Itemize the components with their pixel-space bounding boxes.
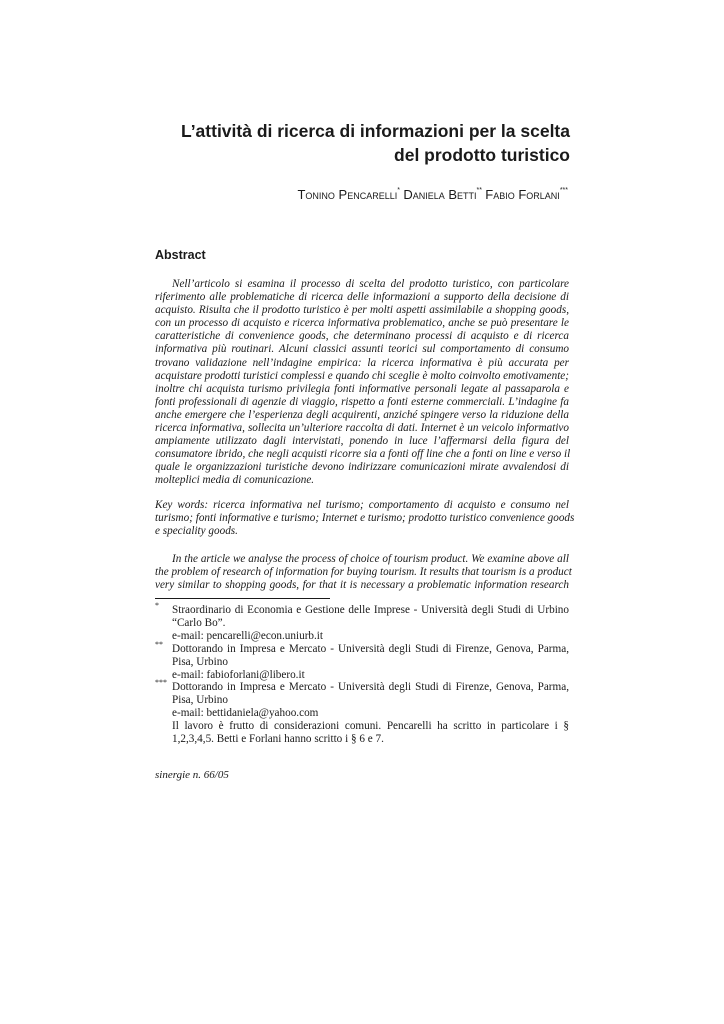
text-line: trovano validazione nell’indagine empirica: la ricerca informativa è più accurata per [155,356,569,369]
footnote-separator [155,598,330,599]
footnote-line: Il lavoro è frutto di considerazioni comuni. Pencarelli ha scritto in particolare i § [172,720,569,733]
footnote-line: e-mail: pencarelli@econ.uniurb.it [172,629,324,642]
text-line: ricerca informativa, sollecita un’ulteriore raccolta di dati. Internet è un veicolo informativo [155,422,569,435]
author-name: Tonino Pencarelli [297,187,398,202]
text-line: In the article we analyse the process of choice of tourism product. We examine above all [172,553,569,565]
footnote-line: “Carlo Bo”. [172,616,226,629]
footnote-marker: * [155,601,159,610]
text-line: inoltre chi acquista turismo privilegia fonti informative personali legate al passaparola e [155,382,569,395]
text-line: turismo; fonti informative e turismo; Internet e turismo; prodotto turistico convenience goods [155,512,575,525]
footnote [155,601,569,643]
text-line: very similar to shopping goods, for that it is necessary a problematic information research [155,579,569,592]
footnote-authorship-note [155,720,569,746]
abstract-english-paragraph [155,553,572,592]
footnote-line: e-mail: bettidaniela@yahoo.com [172,707,319,720]
text-line: the problem of research of information for buying tourism. It results that tourism is a product [155,566,572,579]
text-line: informativa più routinari. Alcuni classici assunti teorici sul comportamento di consumo [155,343,569,356]
text-line: acquisto. Risulta che il prodotto turistico è per molti aspetti assimilabile a shopping goods, [155,304,569,317]
text-line: fonti professionali di agenzie di viaggio, rispetto a fonti esterne commerciali. L’indagine fa [155,395,569,408]
footnote-line: Pisa, Urbino [172,694,228,707]
footnote-line: Dottorando in Impresa e Mercato - Università degli Studi di Firenze, Genova, Parma, [172,642,569,655]
title-line-2: del prodotto turistico [394,145,570,165]
author-footnote-mark: *** [559,187,568,194]
paper-title [150,119,570,167]
journal-reference: sinergie n. 66/05 [155,769,229,781]
author-footnote-mark: * [397,187,400,194]
footnotes [155,601,569,746]
text-line: molteplici media di comunicazione. [155,474,315,487]
footnote-line: Pisa, Urbino [172,655,228,668]
author-footnote-mark: ** [476,187,482,194]
text-line: con un processo di acquisto e ricerca informativa problematico, anche se può presentare le [155,317,569,330]
footnote-marker: ** [155,639,163,649]
text-line: consumatore ibrido, che negli acquisti ricorre sia a fonti off line che a fonti on line e verso il [155,448,571,461]
footnote [155,639,569,682]
footnote-marker: *** [155,678,167,688]
text-line: quale le organizzazioni turistiche devono indirizzare comunicazioni mirate avvalendosi di [155,461,569,474]
footnote-line: 1,2,3,4,5. Betti e Forlani hanno scritto i § 6 e 7. [172,733,384,746]
footnote-line: Straordinario di Economia e Gestione delle Imprese - Università degli Studi di Urbino [172,604,569,616]
abstract-italian-paragraph [155,278,569,488]
author-list [150,186,568,204]
footnote [155,678,569,720]
text-line: e speciality goods. [155,525,238,538]
text-line: Key words: ricerca informativa nel turismo; comportamento di acquisto e consumo nel [155,499,569,511]
footnote-line: e-mail: fabioforlani@libero.it [172,668,305,681]
keywords-paragraph [155,499,575,538]
text-line: ampiamente utilizzato dagli intervistati, ponendo in luce l’affermarsi della figura del [155,435,569,448]
text-line: Nell’articolo si esamina il processo di scelta del prodotto turistico, con particolare [172,278,569,290]
abstract-heading: Abstract [155,248,206,262]
text-line: anche emergere che l’esperienza degli acquirenti, anziché spingere verso la riduzione della [155,408,569,421]
text-line: acquistare prodotti turistici complessi e quando chi sceglie è molto coinvolto emotivamente; [155,369,569,382]
text-line: riferimento alle problematiche di ricerca delle informazioni a supporto della decisione di [155,291,569,304]
footnote-line: Dottorando in Impresa e Mercato - Università degli Studi di Firenze, Genova, Parma, [172,681,569,694]
author-name: Fabio Forlani [485,187,560,202]
text-line: caratteristiche di convenience goods, che determinano processi di acquisto e di ricerca [155,330,569,343]
title-line-1: L’attività di ricerca di informazioni per la scelta [180,121,570,141]
author-name: Daniela Betti [403,187,477,202]
